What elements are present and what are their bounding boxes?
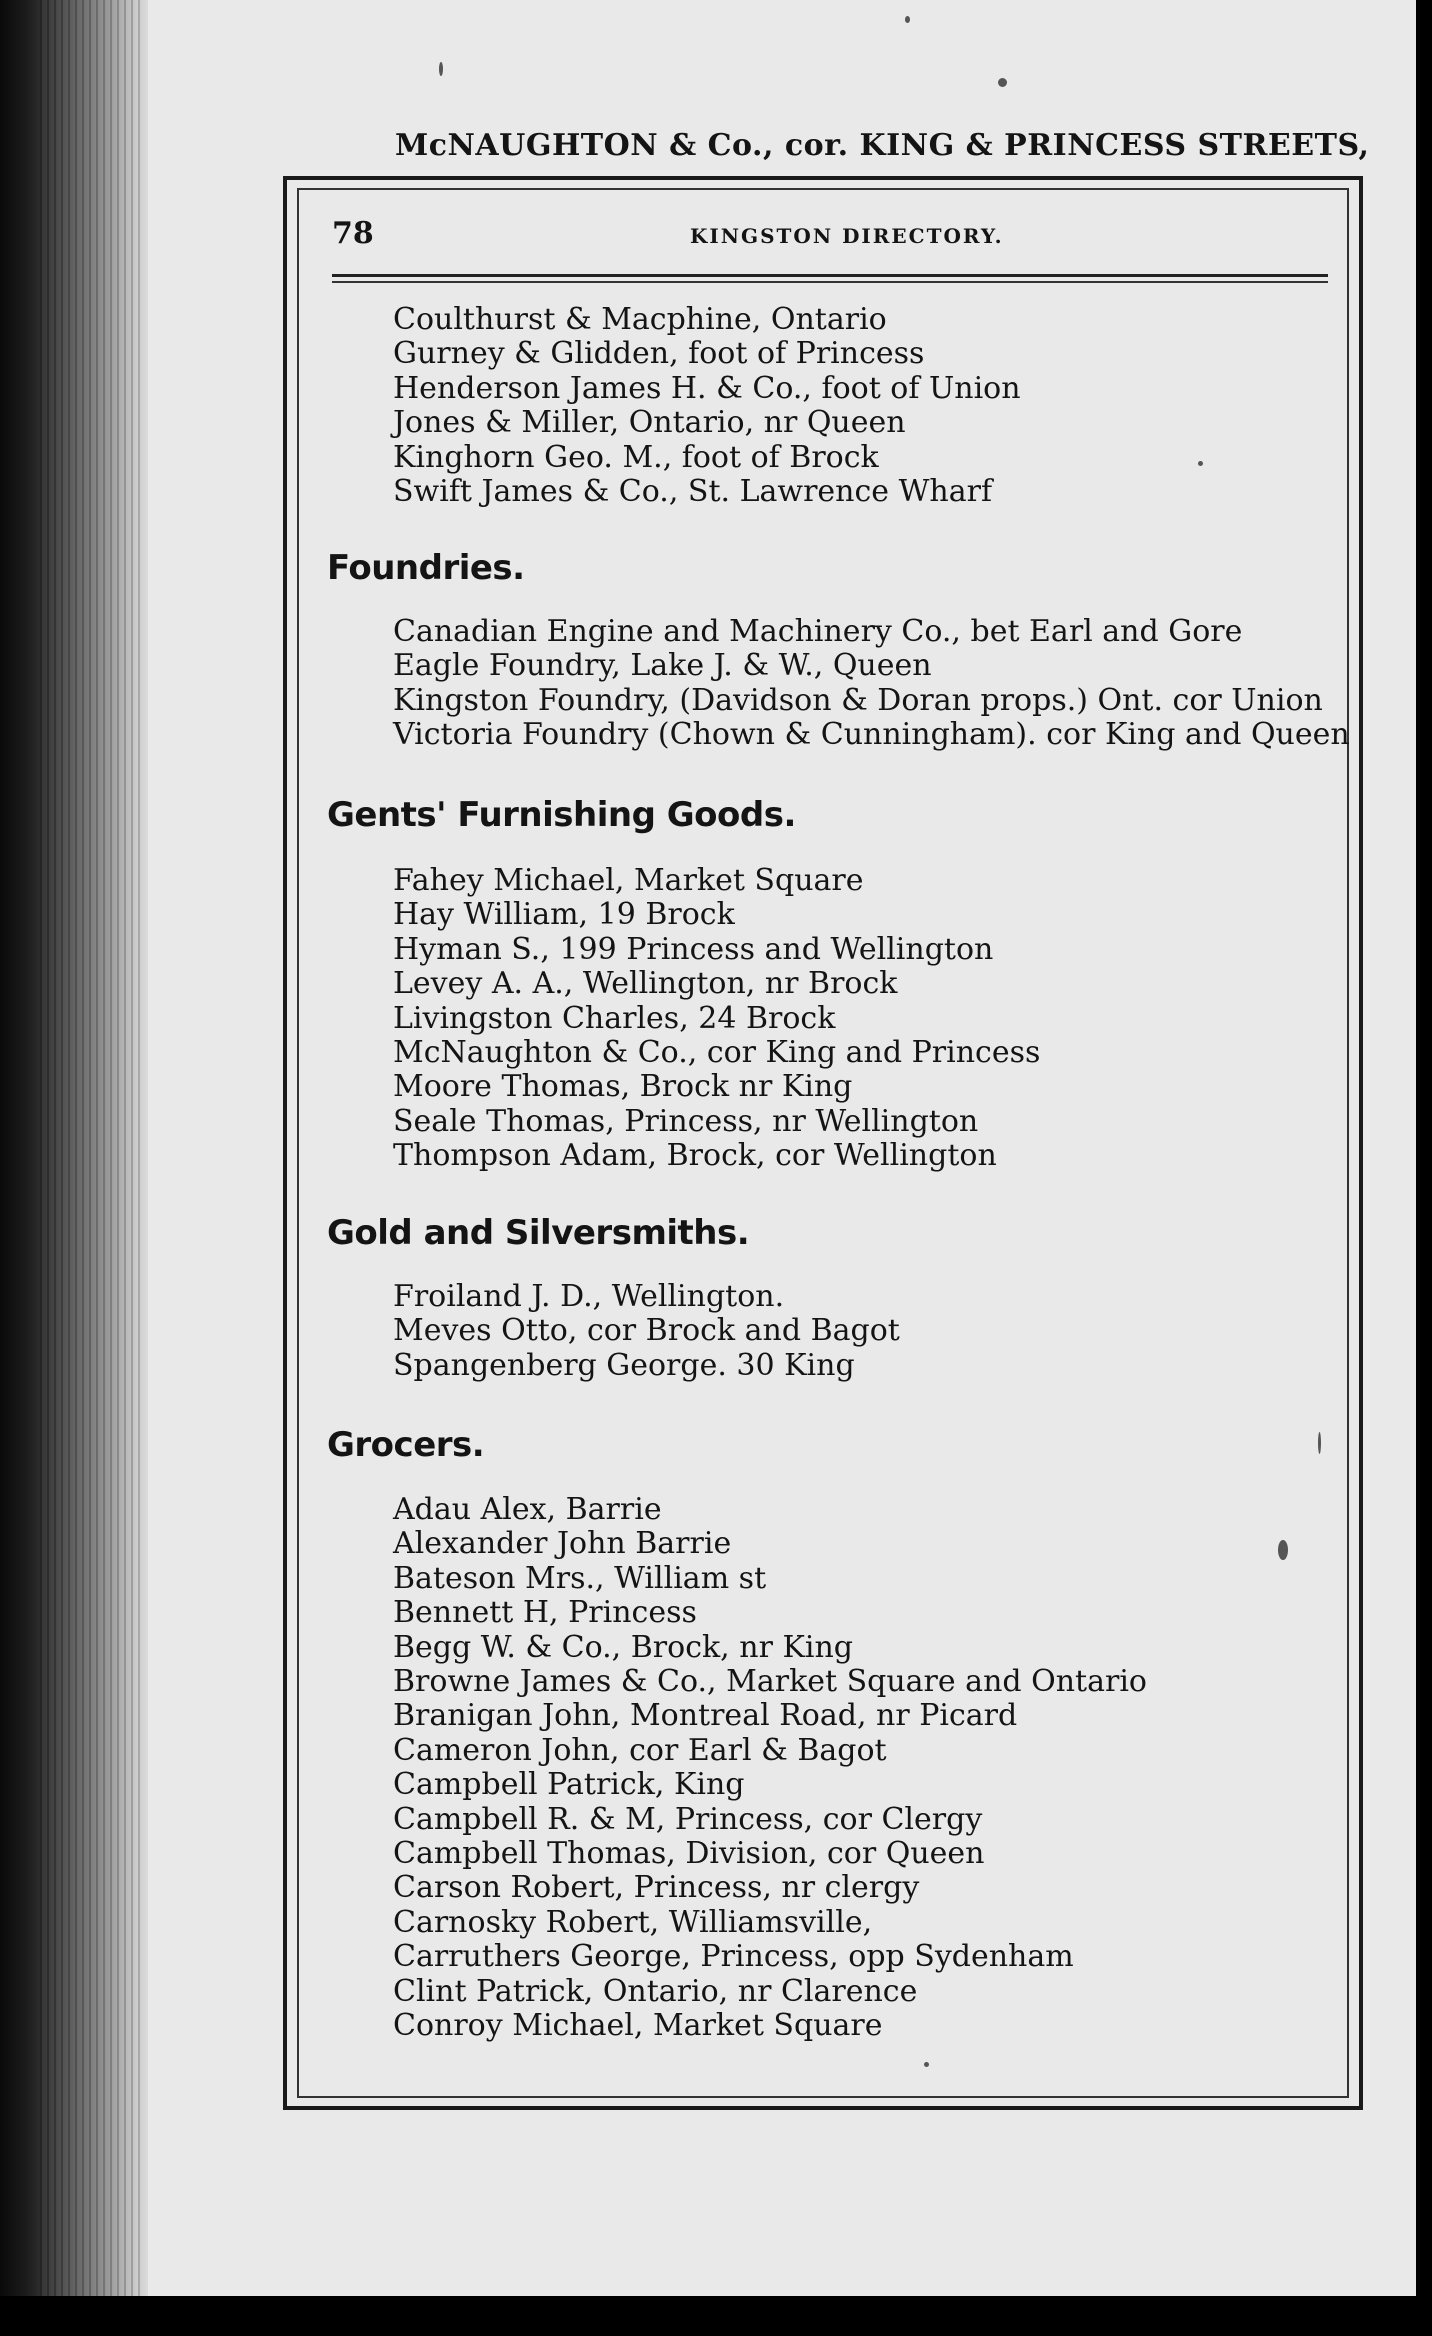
list-item: Carruthers George, Princess, opp Sydenham [393, 1939, 1074, 1975]
ink-speck [905, 16, 910, 23]
list-item: Moore Thomas, Brock nr King [393, 1069, 853, 1105]
list-item: Henderson James H. & Co., foot of Union [393, 370, 1021, 406]
list-item: Froiland J. D., Wellington. [393, 1279, 785, 1314]
section-title-grocers: Grocers. [327, 1425, 485, 1465]
list-item: Levey A. A., Wellington, nr Brock [393, 966, 898, 1002]
list-item: Carnosky Robert, Williamsville, [393, 1904, 873, 1940]
header-rule-thin [332, 281, 1328, 283]
ink-speck [998, 78, 1007, 87]
ink-speck [439, 62, 443, 76]
running-head: KINGSTON DIRECTORY. [690, 224, 1004, 248]
list-item: Eagle Foundry, Lake J. & W., Queen [393, 648, 932, 684]
gold-silversmiths-entry-list [393, 1280, 900, 1383]
list-item: Thompson Adam, Brock, cor Wellington [393, 1138, 997, 1174]
list-item: Seale Thomas, Princess, nr Wellington [393, 1103, 979, 1139]
list-item: McNaughton & Co., cor King and Princess [393, 1035, 1041, 1071]
continued-entry-list [393, 303, 1021, 509]
list-item: Campbell Thomas, Division, cor Queen [393, 1836, 985, 1872]
list-item: Coulthurst & Macphine, Ontario [393, 302, 887, 337]
section-title-foundries: Foundries. [327, 548, 525, 588]
list-item: Cameron John, cor Earl & Bagot [393, 1732, 887, 1768]
list-item: Alexander John Barrie [393, 1526, 732, 1562]
list-item: Victoria Foundry (Chown & Cunningham). cor King and Queen [393, 717, 1350, 753]
header-rule [332, 274, 1328, 277]
bottom-scan-border [0, 2296, 1432, 2336]
list-item: Campbell R. & M, Princess, cor Clergy [393, 1801, 983, 1837]
book-spine-page-edges [40, 0, 140, 2336]
list-item: Browne James & Co., Market Square and Ontario [393, 1664, 1147, 1700]
list-item: Livingston Charles, 24 Brock [393, 1000, 836, 1036]
section-title-gold-silversmiths: Gold and Silversmiths. [327, 1213, 750, 1253]
list-item: Clint Patrick, Ontario, nr Clarence [393, 1973, 918, 2009]
list-item: Adau Alex, Barrie [393, 1492, 662, 1527]
list-item: Hyman S., 199 Princess and Wellington [393, 931, 994, 967]
page-number: 78 [332, 216, 374, 251]
list-item: Kingston Foundry, (Davidson & Doran props.) Ont. cor Union [393, 682, 1323, 718]
list-item: Gurney & Glidden, foot of Princess [393, 336, 925, 372]
list-item: Bennett H, Princess [393, 1595, 697, 1631]
list-item: Swift James & Co., St. Lawrence Wharf [393, 474, 993, 510]
list-item: Kinghorn Geo. M., foot of Brock [393, 439, 879, 475]
right-scan-border [1416, 0, 1432, 2336]
list-item: Campbell Patrick, King [393, 1767, 745, 1803]
list-item: Hay William, 19 Brock [393, 897, 735, 933]
list-item: Fahey Michael, Market Square [393, 863, 864, 898]
list-item: Spangenberg George. 30 King [393, 1347, 855, 1383]
advertiser-header: McNAUGHTON & Co., cor. KING & PRINCESS STREETS, [395, 128, 1370, 163]
list-item: Canadian Engine and Machinery Co., bet Earl and Gore [393, 614, 1243, 649]
gents-furnishing-entry-list [393, 864, 1040, 1174]
list-item: Branigan John, Montreal Road, nr Picard [393, 1698, 1018, 1734]
list-item: Begg W. & Co., Brock, nr King [393, 1629, 853, 1665]
list-item: Meves Otto, cor Brock and Bagot [393, 1313, 900, 1349]
section-title-gents-furnishing: Gents' Furnishing Goods. [327, 795, 796, 835]
foundries-entry-list [393, 615, 1350, 753]
grocers-entry-list [393, 1493, 1147, 2044]
list-item: Jones & Miller, Ontario, nr Queen [393, 405, 906, 441]
list-item: Carson Robert, Princess, nr clergy [393, 1870, 920, 1906]
list-item: Bateson Mrs., William st [393, 1560, 767, 1596]
list-item: Conroy Michael, Market Square [393, 2008, 883, 2044]
